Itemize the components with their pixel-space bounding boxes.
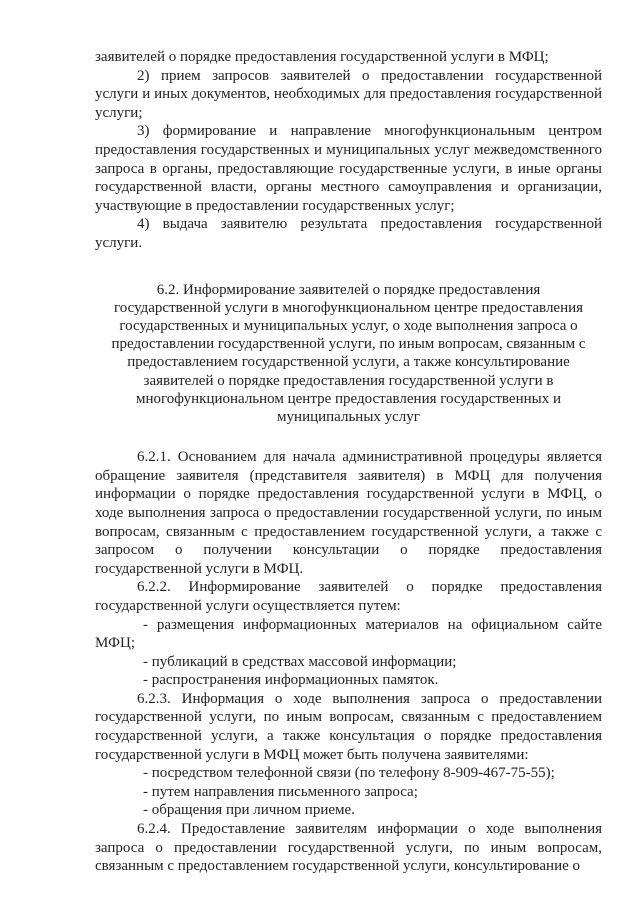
bullet-item: - обращения при личном приеме. [143, 802, 355, 819]
bullet-item: - распространения информационных памяток. [143, 672, 439, 689]
paragraph: заявителей о порядке предоставления государственной услуги в МФЦ; [95, 49, 549, 65]
paragraph: 6.2.2. Информирование заявителей о порядке предоставления государственной услуги осуществляется путем: [95, 579, 602, 614]
bullet-item: - размещения информационных материалов на официальном сайте МФЦ; [95, 616, 602, 652]
list-item: 2) прием запросов заявителей о предоставлении государственной услуги и иных документов, необходимых для предоставления государственной услуги; [95, 67, 602, 121]
bullet-item: - путем направления письменного запроса; [143, 783, 418, 800]
section-heading: 6.2. Информирование заявителей о порядке предоставления государственной услуги в многофункциональном центре предоставления государственных и муниципальных услуг, о ходе выполнения запроса о предоставлении государственной услуги, по иным вопросам, связанным с предоставлением государственной услуги, а также консультирование заявителей о порядке предоставления государственной услуги в многофункциональном центре предоставления государственных и муниципальных услуг [111, 281, 586, 425]
paragraph: 6.2.3. Информация о ходе выполнения запроса о предоставлении государственной услуги, по иным вопросам, связанным с предоставлением государственной услуги, а также консультация о порядке предоставления государственной услуги в МФЦ может быть получена заявителями: [95, 690, 602, 763]
list-item: 4) выдача заявителю результата предоставления государственной услуги. [95, 216, 602, 251]
bullet-item: - публикаций в средствах массовой информации; [143, 653, 457, 670]
paragraph: 6.2.4. Предоставление заявителям информации о ходе выполнения запроса о предоставлении государственной услуги, по иным вопросам, связанным с предоставлением государственной услуги, консультирование о [95, 821, 602, 875]
list-item: 3) формирование и направление многофункциональным центром предоставления государственных и муниципальных услуг межведомственного запроса в органы, предоставляющие государственные услуги, в иные органы государственной власти, органы местного самоуправления и организации, участвующие в предоставлении государственных услуг; [95, 123, 602, 214]
bullet-item: - посредством телефонной связи (по телефону 8-909-467-75-55); [143, 765, 555, 782]
document-page [95, 48, 602, 876]
paragraph: 6.2.1. Основанием для начала административной процедуры является обращение заявителя (представителя заявителя) в МФЦ для получения информации о порядке предоставления государственной услуги в МФЦ, о ходе выполнения запроса о предоставлении государственной услуги, по иным вопросам, связанным с предоставлением государственной услуги, а также с запросом о получении консультации о порядке предоставления государственной услуги в МФЦ. [95, 449, 602, 577]
